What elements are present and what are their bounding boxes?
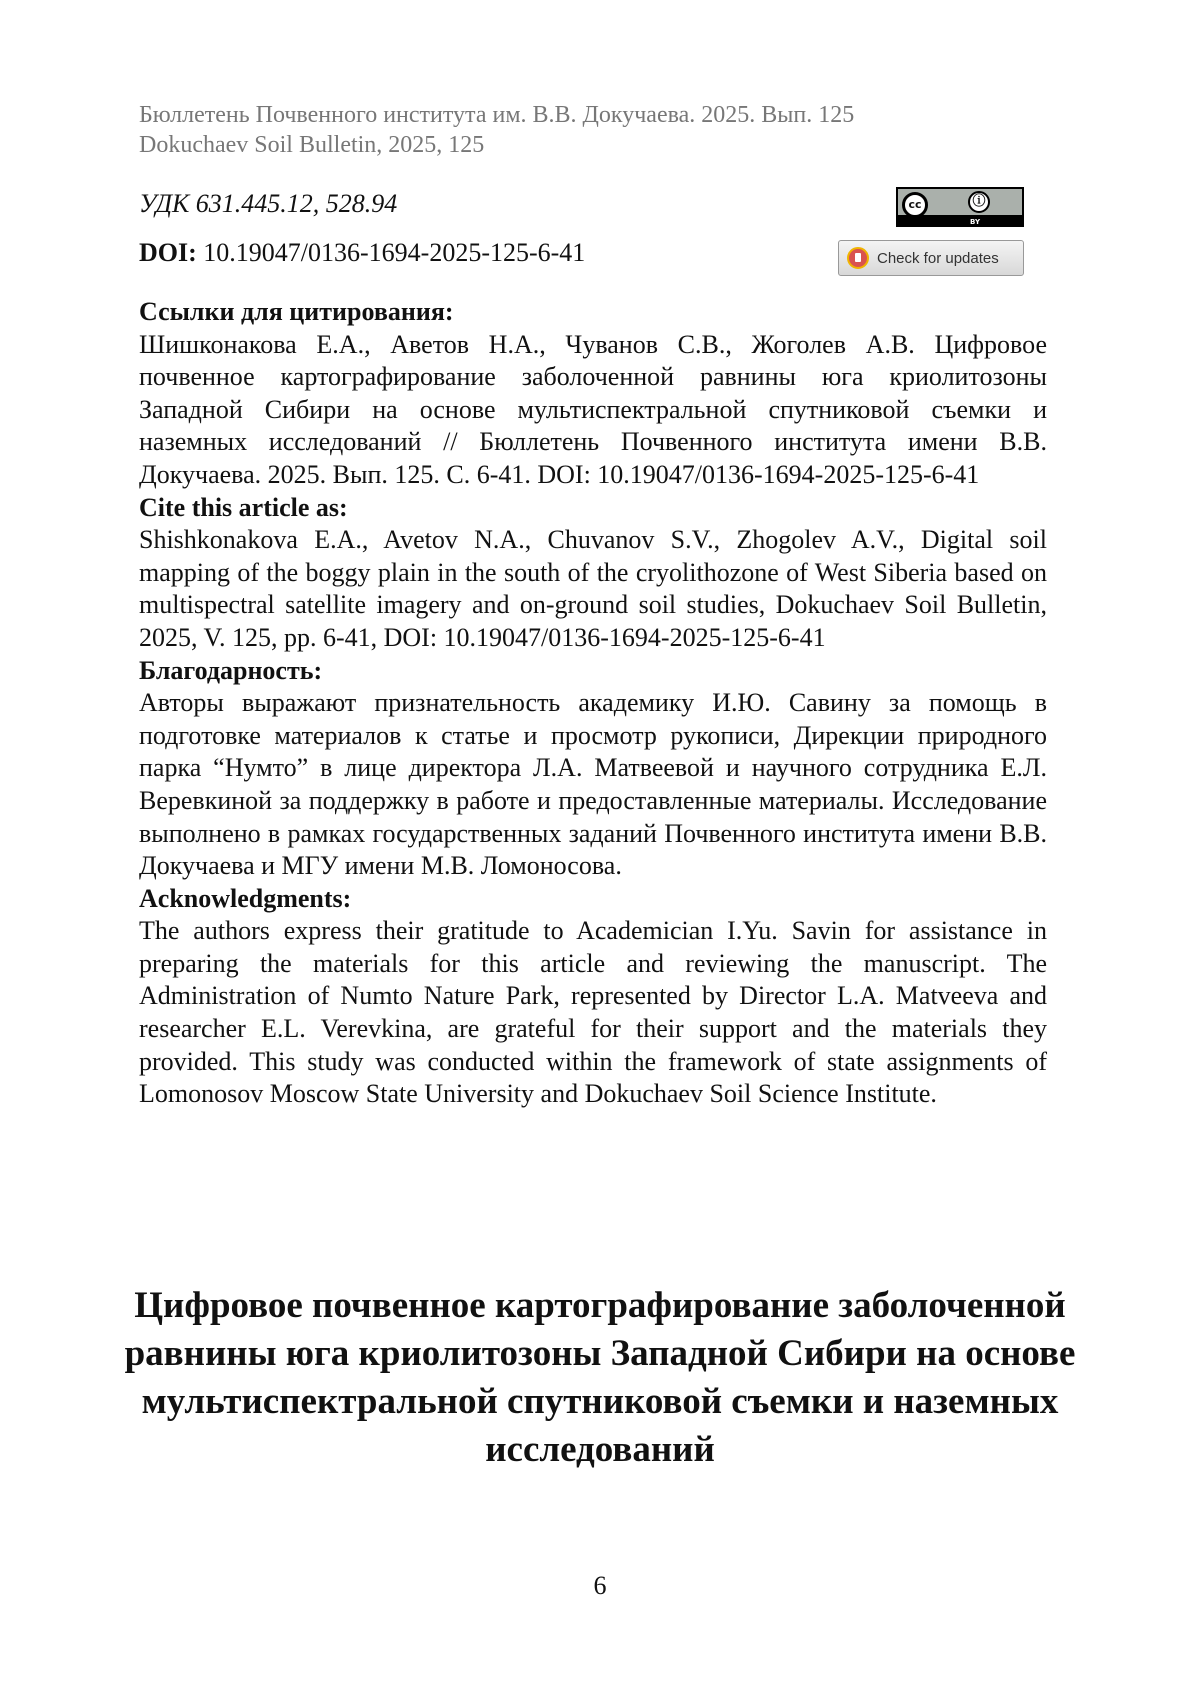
citation-ru-heading: Ссылки для цитирования: bbox=[139, 297, 454, 326]
doi-value[interactable]: 10.19047/0136-1694-2025-125-6-41 bbox=[203, 238, 586, 267]
thanks-ru-heading: Благодарность: bbox=[139, 655, 323, 685]
page-number: 6 bbox=[593, 1571, 607, 1600]
by-label: BY bbox=[970, 218, 981, 226]
cc-by-license-badge[interactable] bbox=[896, 187, 1024, 227]
journal-header bbox=[139, 100, 854, 160]
thanks-en-text: The authors express their gratitude to Academician I.Yu. Savin for assistance in preparing the materials for this article and reviewing the manuscript. The Administration of Numto Nature Park, represented by Director L.A. Matveeva and researcher E.L. Verevkina, are grateful for their support and the materials they provided. This study was conducted within the framework of state assignments of Lomonosov Moscow State University and Dokuchaev Soil Science Institute. bbox=[139, 916, 1047, 1109]
check-for-updates-button[interactable] bbox=[838, 240, 1024, 276]
journal-header-ru: Бюллетень Почвенного института им. В.В. Докучаева. 2025. Вып. 125 bbox=[139, 102, 855, 128]
citation-en-text: Shishkonakova E.A., Avetov N.A., Chuvanov S.V., Zhogolev A.V., Digital soil mapping of the boggy plain in the south of the cryolithozone of West Siberia based on multispectral satellite imagery and on-ground soil studies, Dokuchaev Soil Bulletin, 2025, V. 125, pp. 6-41, DOI: 10.19047/0136-1694-2025-125-6-41 bbox=[139, 525, 1047, 652]
article-front-matter bbox=[139, 296, 1047, 1111]
udk-code: УДК 631.445.12, 528.94 bbox=[139, 189, 398, 218]
attribution-icon: ⓘ bbox=[968, 191, 990, 213]
thanks-en-heading: Acknowledgments: bbox=[139, 883, 352, 913]
thanks-ru-text: Авторы выражают признательность академику И.Ю. Савину за помощь в подготовке материалов к статье и просмотр рукописи, Дирекции природного парка “Нумто” в лице директора Л.А. Матвеевой и научного сотрудника Е.Л. Веревкиной за поддержку в работе и предоставленные материалы. Исследование выполнено в рамках государственных заданий Почвенного института имени В.В. Докучаева и МГУ имени М.В. Ломоносова. bbox=[139, 688, 1047, 881]
check-for-updates-label: Check for updates bbox=[877, 249, 999, 267]
doi-line bbox=[139, 238, 585, 268]
doi-label: DOI: bbox=[139, 238, 197, 267]
journal-header-en: Dokuchaev Soil Bulletin, 2025, 125 bbox=[139, 132, 485, 158]
citation-ru-text: Шишконакова Е.А., Аветов Н.А., Чуванов С.В., Жоголев А.В. Цифровое почвенное картографирование заболоченной равнины юга криолитозоны Западной Сибири на основе мультиспектральной спутниковой съемки и наземных исследований // Бюллетень Почвенного института имени В.В. Докучаева. 2025. Вып. 125. С. 6-41. DOI: 10.19047/0136-1694-2025-125-6-41 bbox=[139, 329, 1047, 489]
article-title: Цифровое почвенное картографирование заболоченной равнины юга криолитозоны Западной Сибири на основе мультиспектральной спутниковой съемки и наземных исследований bbox=[124, 1285, 1076, 1470]
crossmark-icon bbox=[847, 247, 869, 269]
citation-en-heading: Cite this article as: bbox=[139, 492, 348, 522]
badge-strip bbox=[898, 215, 1022, 225]
cc-icon: cc bbox=[902, 192, 928, 218]
